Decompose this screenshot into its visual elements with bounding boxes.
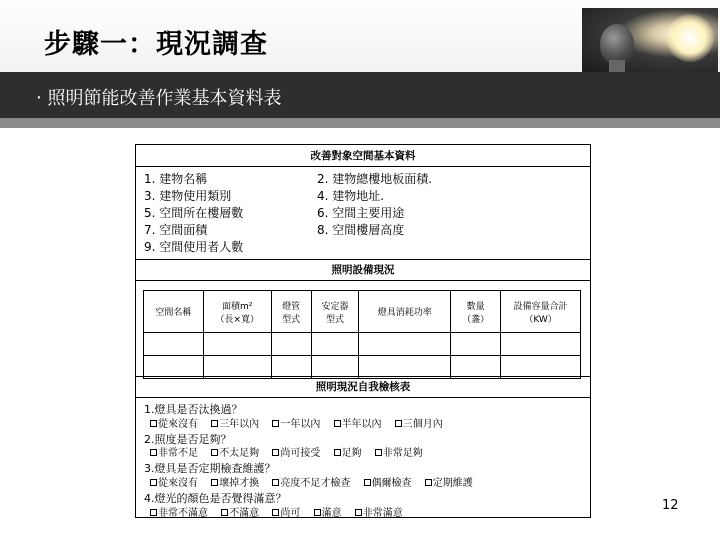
section-title-basic-info: 改善對象空間基本資料 <box>136 145 590 167</box>
checkbox-option[interactable]: 亮度不足才檢查 <box>272 477 350 492</box>
checkbox-option[interactable]: 不太足夠 <box>211 447 259 462</box>
table-row <box>144 333 581 356</box>
option-row <box>144 507 483 522</box>
table-cell[interactable] <box>311 333 359 356</box>
info-field: 3. 建物使用類別 <box>144 189 232 203</box>
checkbox-option[interactable]: 半年以內 <box>334 418 382 433</box>
table-header: 設備容量合計 （KW） <box>501 291 581 333</box>
checkbox-option[interactable]: 非常不足 <box>150 447 198 462</box>
checkbox-icon <box>150 420 157 427</box>
checkbox-icon <box>272 449 279 456</box>
table-header: 燈管 型式 <box>271 291 311 333</box>
checkbox-option[interactable]: 壞掉才換 <box>211 477 259 492</box>
bulb-base <box>609 60 625 72</box>
checkbox-icon <box>150 449 157 456</box>
info-field: 5. 空間所在樓層數 <box>144 206 244 220</box>
checkbox-icon <box>211 420 218 427</box>
table-header: 燈具消耗功率 <box>359 291 451 333</box>
checkbox-icon <box>334 420 341 427</box>
checkbox-option[interactable]: 不滿意 <box>221 507 259 522</box>
checkbox-icon <box>272 479 279 486</box>
checkbox-option[interactable]: 尚可接受 <box>272 447 320 462</box>
checkbox-icon <box>150 479 157 486</box>
table-cell[interactable] <box>451 333 501 356</box>
checkbox-icon <box>272 420 279 427</box>
checkbox-icon <box>375 449 382 456</box>
question-label: 2.照度是否足夠？ <box>144 432 232 446</box>
slide-subtitle: ‧ 照明節能改善作業基本資料表 <box>36 88 282 109</box>
checkbox-icon <box>211 449 218 456</box>
light-bulb-image <box>582 8 718 72</box>
checkbox-icon <box>364 479 371 486</box>
checkbox-icon <box>395 420 402 427</box>
subtitle-band <box>0 72 720 118</box>
table-header: 數量 （盞） <box>451 291 501 333</box>
info-field: 7. 空間面積 <box>144 223 208 237</box>
option-row <box>144 418 483 433</box>
checkbox-icon <box>150 509 157 516</box>
checkbox-option[interactable]: 足夠 <box>334 447 362 462</box>
checkbox-option[interactable]: 非常足夠 <box>375 447 423 462</box>
self-check-list <box>144 403 483 521</box>
divider-band <box>0 118 720 128</box>
table-cell[interactable] <box>359 333 451 356</box>
info-right-column <box>317 171 432 239</box>
checkbox-icon <box>272 509 279 516</box>
table-header-row <box>144 291 581 333</box>
checkbox-option[interactable]: 從來沒有 <box>150 418 198 433</box>
slide-title: 步驟一：現況調查 <box>44 29 268 60</box>
table-header: 面積m² （長×寬） <box>203 291 271 333</box>
lit-bulb-glow <box>666 14 714 62</box>
page-number: 12 <box>662 498 679 513</box>
section-title-equipment: 照明設備現況 <box>136 259 590 281</box>
checkbox-option[interactable]: 三年以內 <box>211 418 259 433</box>
checkbox-icon <box>211 479 218 486</box>
question-label: 4.燈光的顏色是否覺得滿意？ <box>144 491 287 505</box>
table-cell[interactable] <box>501 333 581 356</box>
checkbox-option[interactable]: 一年以內 <box>272 418 320 433</box>
info-field: 8. 空間樓層高度 <box>317 223 405 237</box>
checkbox-option[interactable]: 尚可 <box>272 507 300 522</box>
checkbox-icon <box>314 509 321 516</box>
info-field: 1. 建物名稱 <box>144 172 208 186</box>
section-title-self-check: 照明現況自我檢核表 <box>136 376 590 398</box>
table-cell[interactable] <box>271 333 311 356</box>
checkbox-icon <box>221 509 228 516</box>
option-row <box>144 447 483 462</box>
option-row <box>144 477 483 492</box>
table-cell[interactable] <box>203 333 271 356</box>
data-form <box>135 144 591 518</box>
info-field: 4. 建物地址. <box>317 189 385 203</box>
checkbox-option[interactable]: 定期維護 <box>425 477 473 492</box>
unlit-bulb <box>600 24 634 64</box>
info-field: 2. 建物總樓地板面積. <box>317 172 433 186</box>
checkbox-icon <box>425 479 432 486</box>
question-label: 3.燈具是否定期檢查維護？ <box>144 462 276 476</box>
question-label: 1.燈具是否汰換過？ <box>144 403 243 416</box>
equipment-table <box>143 290 581 379</box>
checkbox-option[interactable]: 滿意 <box>314 507 342 522</box>
checkbox-option[interactable]: 非常不滿意 <box>150 507 208 522</box>
table-header: 空間名稱 <box>144 291 204 333</box>
info-field: 9. 空間使用者人數 <box>144 240 244 254</box>
info-field: 6. 空間主要用途 <box>317 206 405 220</box>
info-left-column <box>144 171 243 256</box>
checkbox-option[interactable]: 非常滿意 <box>355 507 403 522</box>
checkbox-icon <box>355 509 362 516</box>
checkbox-icon <box>334 449 341 456</box>
checkbox-option[interactable]: 三個月內 <box>395 418 443 433</box>
checkbox-option[interactable]: 從來沒有 <box>150 477 198 492</box>
title-band <box>0 0 720 72</box>
checkbox-option[interactable]: 偶爾檢查 <box>364 477 412 492</box>
table-cell[interactable] <box>144 333 204 356</box>
table-header: 安定器 型式 <box>311 291 359 333</box>
